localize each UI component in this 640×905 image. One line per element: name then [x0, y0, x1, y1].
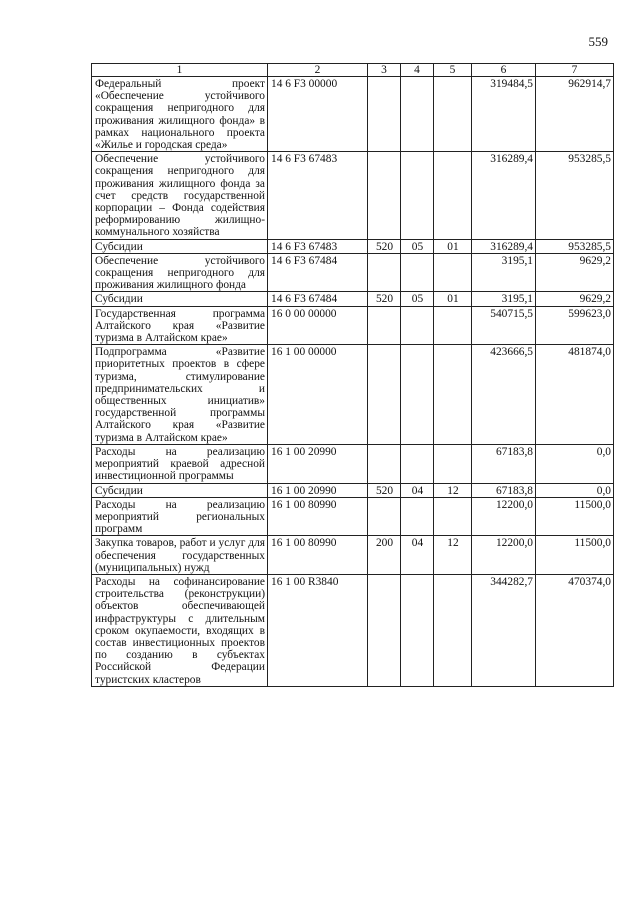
row-rz: 05 [401, 239, 434, 253]
row-sum-2: 11500,0 [536, 497, 614, 536]
row-sum-1: 344282,7 [472, 574, 536, 686]
table-row [92, 152, 614, 239]
row-code: 14 6 F3 67484 [268, 253, 368, 292]
row-pr [434, 152, 472, 239]
row-pr [434, 345, 472, 445]
row-vr [368, 152, 401, 239]
row-rz: 04 [401, 483, 434, 497]
row-sum-1: 319484,5 [472, 77, 536, 152]
row-rz: 05 [401, 292, 434, 306]
row-sum-1: 3195,1 [472, 253, 536, 292]
row-code: 14 6 F3 67483 [268, 239, 368, 253]
row-code: 14 6 F3 67483 [268, 152, 368, 239]
row-sum-1: 12200,0 [472, 536, 536, 575]
table-row [92, 345, 614, 445]
row-pr [434, 306, 472, 345]
row-rz [401, 497, 434, 536]
row-code: 16 1 00 80990 [268, 497, 368, 536]
row-name: Федеральный проект «Обеспечение устойчивого сокращения непригодного для проживания жилищного фонда» в рамках национального проекта «Жилье и городская среда» [92, 77, 268, 152]
row-sum-1: 67183,8 [472, 483, 536, 497]
row-pr: 01 [434, 239, 472, 253]
column-header: 4 [401, 64, 434, 77]
row-vr [368, 253, 401, 292]
column-header: 7 [536, 64, 614, 77]
row-name: Государственная программа Алтайского края «Развитие туризма в Алтайском крае» [92, 306, 268, 345]
row-pr [434, 77, 472, 152]
row-rz [401, 574, 434, 686]
row-pr: 12 [434, 536, 472, 575]
row-sum-2: 962914,7 [536, 77, 614, 152]
row-sum-2: 470374,0 [536, 574, 614, 686]
row-name: Обеспечение устойчивого сокращения непригодного для проживания жилищного фонда [92, 253, 268, 292]
table-row [92, 497, 614, 536]
table-row [92, 292, 614, 306]
column-header: 3 [368, 64, 401, 77]
row-sum-2: 0,0 [536, 444, 614, 483]
budget-table [91, 63, 614, 687]
row-sum-2: 9629,2 [536, 292, 614, 306]
row-code: 16 0 00 00000 [268, 306, 368, 345]
row-pr [434, 574, 472, 686]
row-rz: 04 [401, 536, 434, 575]
column-header: 6 [472, 64, 536, 77]
row-pr [434, 497, 472, 536]
row-code: 16 1 00 R3840 [268, 574, 368, 686]
row-vr: 520 [368, 483, 401, 497]
row-code: 16 1 00 20990 [268, 444, 368, 483]
row-sum-1: 423666,5 [472, 345, 536, 445]
row-sum-2: 11500,0 [536, 536, 614, 575]
column-header: 5 [434, 64, 472, 77]
row-name: Субсидии [92, 483, 268, 497]
page-number: 559 [588, 34, 608, 49]
row-vr: 200 [368, 536, 401, 575]
row-sum-1: 316289,4 [472, 152, 536, 239]
row-vr [368, 345, 401, 445]
row-rz [401, 253, 434, 292]
row-code: 14 6 F3 00000 [268, 77, 368, 152]
row-vr [368, 574, 401, 686]
row-name: Субсидии [92, 292, 268, 306]
row-code: 16 1 00 00000 [268, 345, 368, 445]
table-row [92, 536, 614, 575]
row-rz [401, 345, 434, 445]
table-row [92, 444, 614, 483]
row-sum-1: 67183,8 [472, 444, 536, 483]
row-code: 14 6 F3 67484 [268, 292, 368, 306]
row-sum-1: 12200,0 [472, 497, 536, 536]
row-name: Закупка товаров, работ и услуг для обеспечения государственных (муниципальных) нужд [92, 536, 268, 575]
row-vr [368, 444, 401, 483]
row-pr: 12 [434, 483, 472, 497]
row-name: Расходы на реализацию мероприятий региональных программ [92, 497, 268, 536]
row-sum-1: 540715,5 [472, 306, 536, 345]
row-rz [401, 306, 434, 345]
row-sum-2: 953285,5 [536, 239, 614, 253]
row-pr [434, 444, 472, 483]
row-sum-2: 9629,2 [536, 253, 614, 292]
row-code: 16 1 00 20990 [268, 483, 368, 497]
table-row [92, 483, 614, 497]
column-header: 2 [268, 64, 368, 77]
row-sum-2: 953285,5 [536, 152, 614, 239]
row-name: Расходы на софинансирование строительства (реконструкции) объектов обеспечивающей инфраструктуры с длительным сроком окупаемости, входящих в состав инвестиционных проектов по созданию в субъектах Российской Федерации туристских кластеров [92, 574, 268, 686]
row-vr: 520 [368, 292, 401, 306]
row-name: Расходы на реализацию мероприятий краевой адресной инвестиционной программы [92, 444, 268, 483]
row-pr: 01 [434, 292, 472, 306]
row-sum-1: 316289,4 [472, 239, 536, 253]
row-sum-2: 599623,0 [536, 306, 614, 345]
column-header: 1 [92, 64, 268, 77]
table-row [92, 306, 614, 345]
row-code: 16 1 00 80990 [268, 536, 368, 575]
row-pr [434, 253, 472, 292]
table-row [92, 239, 614, 253]
row-name: Субсидии [92, 239, 268, 253]
row-rz [401, 444, 434, 483]
row-sum-2: 0,0 [536, 483, 614, 497]
row-name: Обеспечение устойчивого сокращения непригодного для проживания жилищного фонда за счет средств государственной корпорации – Фонда содействия реформированию жилищно-коммунального хозяйства [92, 152, 268, 239]
row-sum-1: 3195,1 [472, 292, 536, 306]
row-vr [368, 77, 401, 152]
table-row [92, 574, 614, 686]
row-rz [401, 152, 434, 239]
row-name: Подпрограмма «Развитие приоритетных проектов в сфере туризма, стимулирование предпринимательских и общественных инициатив» государственной программы Алтайского края «Развитие туризма в Алтайском крае» [92, 345, 268, 445]
row-vr [368, 306, 401, 345]
row-vr [368, 497, 401, 536]
table-header-row [92, 64, 614, 77]
row-sum-2: 481874,0 [536, 345, 614, 445]
row-rz [401, 77, 434, 152]
table-row [92, 77, 614, 152]
table-row [92, 253, 614, 292]
row-vr: 520 [368, 239, 401, 253]
